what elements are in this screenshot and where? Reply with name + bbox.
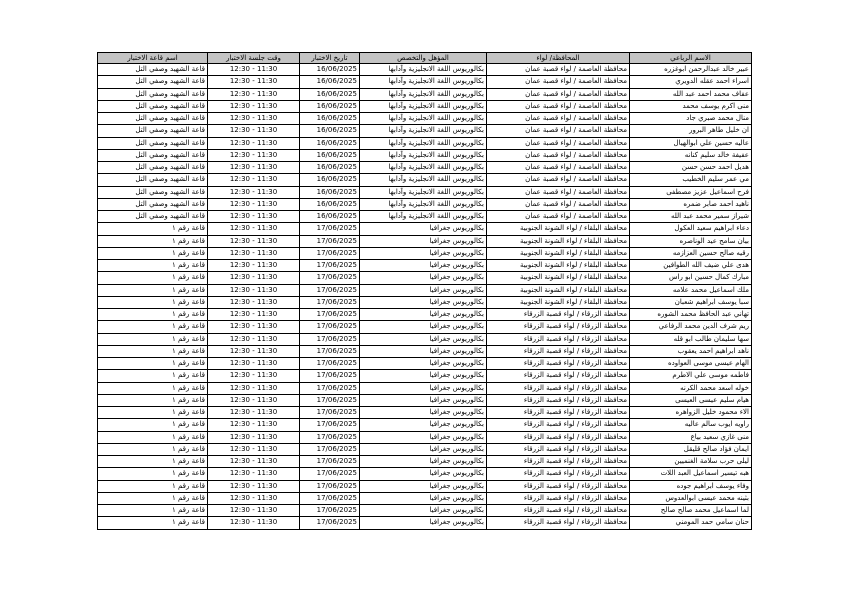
- cell-governorate: محافظة الزرقاء / لواء قصبة الزرقاء: [487, 481, 629, 492]
- cell-exam-date: 17/06/2025: [300, 370, 359, 381]
- cell-governorate: محافظة العاصمة / لواء قصبة عمان: [487, 101, 629, 112]
- cell-full-name: شيراز سمير محمد عبد الله: [630, 211, 751, 222]
- cell-governorate: محافظة الزرقاء / لواء قصبة الزرقاء: [487, 334, 629, 345]
- cell-session-time: 11:30 - 12:30: [208, 138, 299, 149]
- cell-qualification: بكالوريوس اللغة الانجليزية وآدابها: [360, 76, 486, 87]
- cell-exam-date: 16/06/2025: [300, 211, 359, 222]
- cell-governorate: محافظة الزرقاء / لواء قصبة الزرقاء: [487, 395, 629, 406]
- cell-exam-hall: قاعة الشهيد وصفي التل: [98, 187, 207, 198]
- cell-session-time: 11:30 - 12:30: [208, 505, 299, 516]
- cell-exam-hall: قاعة الشهيد وصفي التل: [98, 64, 207, 75]
- cell-exam-date: 17/06/2025: [300, 468, 359, 479]
- cell-exam-date: 17/06/2025: [300, 346, 359, 357]
- cell-exam-hall: قاعة رقم ١: [98, 517, 207, 528]
- cell-exam-date: 16/06/2025: [300, 138, 359, 149]
- cell-session-time: 11:30 - 12:30: [208, 113, 299, 124]
- cell-exam-hall: قاعة الشهيد وصفي التل: [98, 174, 207, 185]
- cell-exam-date: 17/06/2025: [300, 419, 359, 430]
- exam-schedule-table: [97, 52, 752, 530]
- cell-qualification: بكالوريوس جغرافيا: [360, 493, 486, 504]
- cell-governorate: محافظة العاصمة / لواء قصبة عمان: [487, 150, 629, 161]
- cell-full-name: مي عمر سليم الخطيب: [630, 174, 751, 185]
- cell-exam-date: 17/06/2025: [300, 334, 359, 345]
- cell-full-name: اسراء احمد عقله الدويري: [630, 76, 751, 87]
- cell-exam-hall: قاعة رقم ١: [98, 370, 207, 381]
- cell-full-name: عفاف محمد احمد عبد الله: [630, 89, 751, 100]
- cell-session-time: 11:30 - 12:30: [208, 211, 299, 222]
- cell-governorate: محافظة الزرقاء / لواء قصبة الزرقاء: [487, 456, 629, 467]
- cell-exam-date: 17/06/2025: [300, 432, 359, 443]
- cell-exam-hall: قاعة رقم ١: [98, 493, 207, 504]
- cell-full-name: وفاء يوسف ابراهيم جوده: [630, 481, 751, 492]
- cell-exam-date: 16/06/2025: [300, 174, 359, 185]
- cell-session-time: 11:30 - 12:30: [208, 199, 299, 210]
- cell-exam-hall: قاعة رقم ١: [98, 468, 207, 479]
- cell-exam-hall: قاعة الشهيد وصفي التل: [98, 138, 207, 149]
- cell-governorate: محافظة العاصمة / لواء قصبة عمان: [487, 64, 629, 75]
- cell-exam-hall: قاعة رقم ١: [98, 285, 207, 296]
- cell-full-name: ناهد ابراهيم احمد يعقوب: [630, 346, 751, 357]
- cell-governorate: محافظة البلقاء / لواء الشونة الجنوبية: [487, 272, 629, 283]
- cell-exam-hall: قاعة رقم ١: [98, 223, 207, 234]
- cell-exam-hall: قاعة رقم ١: [98, 383, 207, 394]
- cell-qualification: بكالوريوس جغرافيا: [360, 285, 486, 296]
- cell-full-name: راويه ايوب سالم عاليه: [630, 419, 751, 430]
- cell-qualification: بكالوريوس جغرافيا: [360, 383, 486, 394]
- cell-exam-date: 16/06/2025: [300, 150, 359, 161]
- cell-session-time: 11:30 - 12:30: [208, 309, 299, 320]
- cell-session-time: 11:30 - 12:30: [208, 248, 299, 259]
- cell-full-name: عاليه حسين علي ابوالهيال: [630, 138, 751, 149]
- cell-session-time: 11:30 - 12:30: [208, 285, 299, 296]
- cell-session-time: 11:30 - 12:30: [208, 468, 299, 479]
- cell-governorate: محافظة الزرقاء / لواء قصبة الزرقاء: [487, 432, 629, 443]
- cell-qualification: بكالوريوس اللغة الانجليزية وآدابها: [360, 211, 486, 222]
- cell-full-name: سبا يوسف ابراهيم شعبان: [630, 297, 751, 308]
- cell-exam-hall: قاعة رقم ١: [98, 346, 207, 357]
- cell-exam-hall: قاعة الشهيد وصفي التل: [98, 125, 207, 136]
- cell-session-time: 11:30 - 12:30: [208, 125, 299, 136]
- cell-exam-date: 16/06/2025: [300, 101, 359, 112]
- cell-exam-date: 17/06/2025: [300, 260, 359, 271]
- cell-exam-date: 16/06/2025: [300, 113, 359, 124]
- cell-governorate: محافظة الزرقاء / لواء قصبة الزرقاء: [487, 383, 629, 394]
- cell-exam-date: 17/06/2025: [300, 481, 359, 492]
- cell-governorate: محافظة الزرقاء / لواء قصبة الزرقاء: [487, 407, 629, 418]
- cell-qualification: بكالوريوس جغرافيا: [360, 407, 486, 418]
- cell-exam-date: 16/06/2025: [300, 89, 359, 100]
- header-cell-governorate: المحافظة/ لواء: [487, 53, 629, 63]
- cell-exam-date: 17/06/2025: [300, 505, 359, 516]
- cell-exam-hall: قاعة رقم ١: [98, 444, 207, 455]
- cell-qualification: بكالوريوس جغرافيا: [360, 419, 486, 430]
- cell-qualification: بكالوريوس جغرافيا: [360, 297, 486, 308]
- cell-qualification: بكالوريوس جغرافيا: [360, 236, 486, 247]
- cell-full-name: هديل احمد حسن حسن: [630, 162, 751, 173]
- cell-exam-date: 16/06/2025: [300, 76, 359, 87]
- cell-governorate: محافظة الزرقاء / لواء قصبة الزرقاء: [487, 505, 629, 516]
- cell-full-name: بيان سامح عيد الوناصره: [630, 236, 751, 247]
- cell-full-name: ريم شرف الدين محمد الرفاعي: [630, 321, 751, 332]
- cell-governorate: محافظة الزرقاء / لواء قصبة الزرقاء: [487, 370, 629, 381]
- cell-governorate: محافظة البلقاء / لواء الشونة الجنوبية: [487, 285, 629, 296]
- cell-full-name: عفيفة خالد سليم كنانه: [630, 150, 751, 161]
- cell-full-name: ليلى حرب سلامة الغنميين: [630, 456, 751, 467]
- cell-session-time: 11:30 - 12:30: [208, 89, 299, 100]
- cell-qualification: بكالوريوس جغرافيا: [360, 358, 486, 369]
- cell-full-name: حنان سامي حمد المومني: [630, 517, 751, 528]
- cell-exam-hall: قاعة الشهيد وصفي التل: [98, 113, 207, 124]
- cell-exam-date: 17/06/2025: [300, 248, 359, 259]
- cell-session-time: 11:30 - 12:30: [208, 76, 299, 87]
- cell-exam-hall: قاعة رقم ١: [98, 358, 207, 369]
- cell-session-time: 11:30 - 12:30: [208, 236, 299, 247]
- cell-full-name: ان خليل طاهر البرور: [630, 125, 751, 136]
- cell-session-time: 11:30 - 12:30: [208, 481, 299, 492]
- cell-exam-hall: قاعة رقم ١: [98, 407, 207, 418]
- cell-session-time: 11:30 - 12:30: [208, 419, 299, 430]
- cell-exam-hall: قاعة الشهيد وصفي التل: [98, 101, 207, 112]
- cell-exam-hall: قاعة رقم ١: [98, 260, 207, 271]
- cell-full-name: هيام سليم عيسى العيسى: [630, 395, 751, 406]
- cell-full-name: مبارك كمال حسين ابو راس: [630, 272, 751, 283]
- cell-session-time: 11:30 - 12:30: [208, 432, 299, 443]
- cell-session-time: 11:30 - 12:30: [208, 346, 299, 357]
- cell-qualification: بكالوريوس اللغة الانجليزية وآدابها: [360, 113, 486, 124]
- cell-session-time: 11:30 - 12:30: [208, 297, 299, 308]
- cell-governorate: محافظة البلقاء / لواء الشونة الجنوبية: [487, 236, 629, 247]
- cell-session-time: 11:30 - 12:30: [208, 272, 299, 283]
- cell-qualification: بكالوريوس جغرافيا: [360, 395, 486, 406]
- cell-governorate: محافظة العاصمة / لواء قصبة عمان: [487, 199, 629, 210]
- cell-exam-date: 17/06/2025: [300, 297, 359, 308]
- header-cell-full-name: الاسم الرباعي: [630, 53, 751, 63]
- cell-governorate: محافظة البلقاء / لواء الشونة الجنوبية: [487, 248, 629, 259]
- cell-qualification: بكالوريوس اللغة الانجليزية وآدابها: [360, 162, 486, 173]
- cell-governorate: محافظة الزرقاء / لواء قصبة الزرقاء: [487, 346, 629, 357]
- header-cell-session-time: وقت جلسة الاختبار: [208, 53, 299, 63]
- cell-qualification: بكالوريوس جغرافيا: [360, 505, 486, 516]
- cell-governorate: محافظة الزرقاء / لواء قصبة الزرقاء: [487, 444, 629, 455]
- cell-session-time: 11:30 - 12:30: [208, 260, 299, 271]
- cell-qualification: بكالوريوس اللغة الانجليزية وآدابها: [360, 64, 486, 75]
- cell-exam-date: 17/06/2025: [300, 517, 359, 528]
- cell-full-name: فرح اسماعيل عزيز مصطفى: [630, 187, 751, 198]
- cell-session-time: 11:30 - 12:30: [208, 321, 299, 332]
- cell-full-name: دعاء ابراهيم سعيد العكول: [630, 223, 751, 234]
- cell-qualification: بكالوريوس اللغة الانجليزية وآدابها: [360, 187, 486, 198]
- cell-exam-hall: قاعة رقم ١: [98, 248, 207, 259]
- cell-exam-hall: قاعة رقم ١: [98, 505, 207, 516]
- cell-exam-date: 17/06/2025: [300, 236, 359, 247]
- cell-full-name: تهاني عبد الحافظ محمد الشوره: [630, 309, 751, 320]
- cell-qualification: بكالوريوس جغرافيا: [360, 321, 486, 332]
- cell-exam-hall: قاعة رقم ١: [98, 272, 207, 283]
- cell-session-time: 11:30 - 12:30: [208, 162, 299, 173]
- cell-exam-date: 17/06/2025: [300, 493, 359, 504]
- cell-qualification: بكالوريوس جغرافيا: [360, 481, 486, 492]
- cell-governorate: محافظة البلقاء / لواء الشونة الجنوبية: [487, 223, 629, 234]
- cell-exam-hall: قاعة الشهيد وصفي التل: [98, 89, 207, 100]
- cell-qualification: بكالوريوس جغرافيا: [360, 370, 486, 381]
- cell-governorate: محافظة العاصمة / لواء قصبة عمان: [487, 174, 629, 185]
- cell-governorate: محافظة الزرقاء / لواء قصبة الزرقاء: [487, 419, 629, 430]
- cell-exam-hall: قاعة الشهيد وصفي التل: [98, 150, 207, 161]
- cell-session-time: 11:30 - 12:30: [208, 334, 299, 345]
- cell-exam-date: 16/06/2025: [300, 187, 359, 198]
- cell-full-name: ايمان فؤاد صالح قليقل: [630, 444, 751, 455]
- cell-governorate: محافظة الزرقاء / لواء قصبة الزرقاء: [487, 321, 629, 332]
- cell-governorate: محافظة الزرقاء / لواء قصبة الزرقاء: [487, 468, 629, 479]
- cell-full-name: هدى علي ضيف الله الطوافين: [630, 260, 751, 271]
- cell-exam-date: 17/06/2025: [300, 309, 359, 320]
- header-cell-exam-date: تاريخ الاختبار: [300, 53, 359, 63]
- cell-session-time: 11:30 - 12:30: [208, 456, 299, 467]
- cell-qualification: بكالوريوس اللغة الانجليزية وآدابها: [360, 199, 486, 210]
- cell-session-time: 11:30 - 12:30: [208, 150, 299, 161]
- cell-session-time: 11:30 - 12:30: [208, 493, 299, 504]
- cell-session-time: 11:30 - 12:30: [208, 174, 299, 185]
- cell-exam-date: 17/06/2025: [300, 321, 359, 332]
- cell-full-name: ناهيد احمد صابر ضمره: [630, 199, 751, 210]
- cell-exam-date: 16/06/2025: [300, 162, 359, 173]
- cell-exam-date: 16/06/2025: [300, 199, 359, 210]
- cell-governorate: محافظة العاصمة / لواء قصبة عمان: [487, 138, 629, 149]
- cell-governorate: محافظة العاصمة / لواء قصبة عمان: [487, 187, 629, 198]
- cell-qualification: بكالوريوس جغرافيا: [360, 346, 486, 357]
- cell-governorate: محافظة الزرقاء / لواء قصبة الزرقاء: [487, 358, 629, 369]
- cell-governorate: محافظة البلقاء / لواء الشونة الجنوبية: [487, 297, 629, 308]
- cell-exam-hall: قاعة رقم ١: [98, 236, 207, 247]
- cell-qualification: بكالوريوس اللغة الانجليزية وآدابها: [360, 125, 486, 136]
- cell-qualification: بكالوريوس اللغة الانجليزية وآدابها: [360, 138, 486, 149]
- cell-exam-hall: قاعة رقم ١: [98, 297, 207, 308]
- cell-session-time: 11:30 - 12:30: [208, 223, 299, 234]
- cell-qualification: بكالوريوس جغرافيا: [360, 334, 486, 345]
- cell-qualification: بكالوريوس جغرافيا: [360, 444, 486, 455]
- cell-session-time: 11:30 - 12:30: [208, 187, 299, 198]
- cell-session-time: 11:30 - 12:30: [208, 395, 299, 406]
- cell-governorate: محافظة البلقاء / لواء الشونة الجنوبية: [487, 260, 629, 271]
- cell-session-time: 11:30 - 12:30: [208, 101, 299, 112]
- cell-exam-date: 17/06/2025: [300, 272, 359, 283]
- cell-full-name: خوله اسعد محمد الكرنه: [630, 383, 751, 394]
- cell-exam-hall: قاعة رقم ١: [98, 419, 207, 430]
- cell-exam-date: 17/06/2025: [300, 383, 359, 394]
- cell-full-name: عبير خالد عبدالرحمن ابوغزره: [630, 64, 751, 75]
- cell-exam-date: 17/06/2025: [300, 223, 359, 234]
- cell-governorate: محافظة الزرقاء / لواء قصبة الزرقاء: [487, 493, 629, 504]
- cell-exam-date: 17/06/2025: [300, 285, 359, 296]
- cell-qualification: بكالوريوس جغرافيا: [360, 309, 486, 320]
- cell-full-name: منال محمد صبري جاد: [630, 113, 751, 124]
- cell-exam-date: 17/06/2025: [300, 358, 359, 369]
- cell-qualification: بكالوريوس جغرافيا: [360, 456, 486, 467]
- header-cell-qualification: المؤهل والتخصص: [360, 53, 486, 63]
- cell-governorate: محافظة العاصمة / لواء قصبة عمان: [487, 162, 629, 173]
- cell-qualification: بكالوريوس اللغة الانجليزية وآدابها: [360, 174, 486, 185]
- cell-full-name: لما اسماعيل محمد صالح صالح: [630, 505, 751, 516]
- cell-full-name: سها سليمان طالب ابو قله: [630, 334, 751, 345]
- cell-governorate: محافظة الزرقاء / لواء قصبة الزرقاء: [487, 309, 629, 320]
- cell-exam-hall: قاعة الشهيد وصفي التل: [98, 211, 207, 222]
- cell-session-time: 11:30 - 12:30: [208, 383, 299, 394]
- cell-session-time: 11:30 - 12:30: [208, 358, 299, 369]
- cell-governorate: محافظة العاصمة / لواء قصبة عمان: [487, 89, 629, 100]
- cell-exam-date: 17/06/2025: [300, 444, 359, 455]
- cell-governorate: محافظة العاصمة / لواء قصبة عمان: [487, 113, 629, 124]
- cell-exam-hall: قاعة رقم ١: [98, 309, 207, 320]
- cell-exam-hall: قاعة رقم ١: [98, 432, 207, 443]
- cell-session-time: 11:30 - 12:30: [208, 517, 299, 528]
- cell-governorate: محافظة العاصمة / لواء قصبة عمان: [487, 76, 629, 87]
- cell-qualification: بكالوريوس اللغة الانجليزية وآدابها: [360, 150, 486, 161]
- cell-exam-date: 16/06/2025: [300, 64, 359, 75]
- cell-qualification: بكالوريوس اللغة الانجليزية وآدابها: [360, 89, 486, 100]
- cell-qualification: بكالوريوس جغرافيا: [360, 468, 486, 479]
- cell-qualification: بكالوريوس جغرافيا: [360, 517, 486, 528]
- cell-exam-hall: قاعة رقم ١: [98, 456, 207, 467]
- cell-full-name: ملك اسماعيل محمد علامه: [630, 285, 751, 296]
- cell-exam-hall: قاعة الشهيد وصفي التل: [98, 162, 207, 173]
- cell-full-name: هبه تيسير اسماعيل العبد اللات: [630, 468, 751, 479]
- cell-qualification: بكالوريوس جغرافيا: [360, 248, 486, 259]
- cell-qualification: بكالوريوس جغرافيا: [360, 432, 486, 443]
- cell-full-name: رقيه صالح حسين العزازمه: [630, 248, 751, 259]
- cell-qualification: بكالوريوس جغرافيا: [360, 260, 486, 271]
- cell-exam-date: 16/06/2025: [300, 125, 359, 136]
- cell-session-time: 11:30 - 12:30: [208, 407, 299, 418]
- cell-exam-hall: قاعة رقم ١: [98, 321, 207, 332]
- cell-full-name: الهام عيسى موسى العواوده: [630, 358, 751, 369]
- cell-session-time: 11:30 - 12:30: [208, 444, 299, 455]
- cell-full-name: فاطمه موسى علي الاطرم: [630, 370, 751, 381]
- cell-full-name: منى اكرم يوسف محمد: [630, 101, 751, 112]
- cell-qualification: بكالوريوس جغرافيا: [360, 272, 486, 283]
- cell-governorate: محافظة العاصمة / لواء قصبة عمان: [487, 125, 629, 136]
- cell-session-time: 11:30 - 12:30: [208, 370, 299, 381]
- cell-exam-hall: قاعة رقم ١: [98, 481, 207, 492]
- cell-qualification: بكالوريوس جغرافيا: [360, 223, 486, 234]
- cell-session-time: 11:30 - 12:30: [208, 64, 299, 75]
- cell-exam-hall: قاعة الشهيد وصفي التل: [98, 199, 207, 210]
- cell-qualification: بكالوريوس اللغة الانجليزية وآدابها: [360, 101, 486, 112]
- cell-full-name: منى غازي سعيد بياع: [630, 432, 751, 443]
- cell-governorate: محافظة العاصمة / لواء قصبة عمان: [487, 211, 629, 222]
- cell-full-name: الاء محمود خليل الزواهره: [630, 407, 751, 418]
- cell-exam-date: 17/06/2025: [300, 395, 359, 406]
- cell-exam-hall: قاعة رقم ١: [98, 395, 207, 406]
- cell-exam-date: 17/06/2025: [300, 456, 359, 467]
- cell-governorate: محافظة الزرقاء / لواء قصبة الزرقاء: [487, 517, 629, 528]
- cell-exam-hall: قاعة رقم ١: [98, 334, 207, 345]
- cell-full-name: بثينه محمد عيسى ابوالعدوس: [630, 493, 751, 504]
- cell-exam-date: 17/06/2025: [300, 407, 359, 418]
- cell-exam-hall: قاعة الشهيد وصفي التل: [98, 76, 207, 87]
- header-cell-exam-hall: اسم قاعة الاختبار: [98, 53, 207, 63]
